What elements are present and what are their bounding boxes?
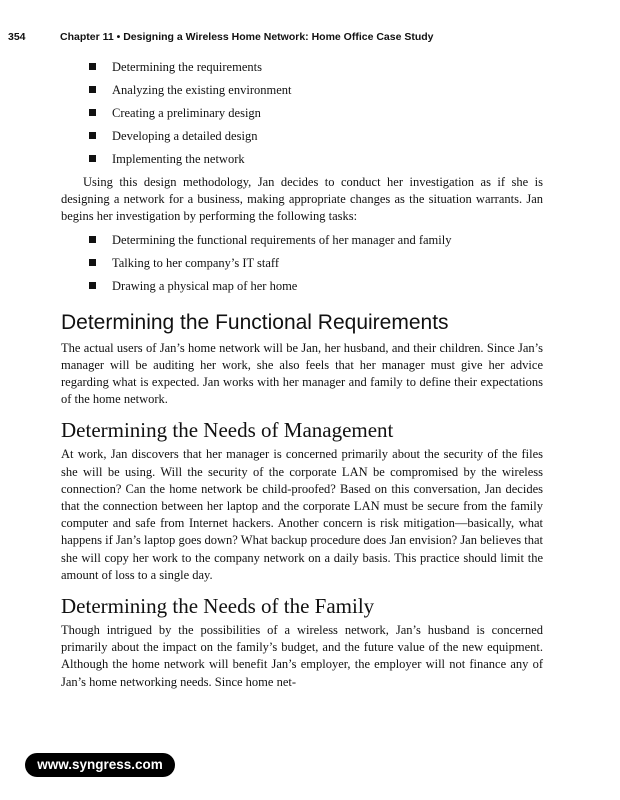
publisher-url-badge[interactable]: www.syngress.com (25, 753, 175, 777)
running-header (8, 31, 608, 43)
list-item: Implementing the network (89, 151, 543, 167)
list-item: Determining the requirements (89, 59, 543, 75)
section-heading-family-needs: Determining the Needs of the Family (61, 594, 375, 619)
tasks-list (61, 232, 543, 294)
section-heading-functional-requirements: Determining the Functional Requirements (61, 310, 449, 334)
page-body (61, 59, 543, 691)
bullet-square-icon (89, 86, 96, 93)
list-item: Creating a preliminary design (89, 105, 543, 121)
bullet-square-icon (89, 132, 96, 139)
bullet-square-icon (89, 63, 96, 70)
bullet-square-icon (89, 282, 96, 289)
list-item: Analyzing the existing environment (89, 82, 543, 98)
bullet-square-icon (89, 236, 96, 243)
list-item: Developing a detailed design (89, 128, 543, 144)
intro-paragraph: Using this design methodology, Jan decides to conduct her investigation as if she is designing a network for a business, making appropriate changes as the situation warrants. Jan begins her investigation by performing the following tasks: (61, 175, 543, 224)
bullet-square-icon (89, 155, 96, 162)
methodology-list (61, 59, 543, 167)
section-heading-management-needs: Determining the Needs of Management (61, 418, 394, 443)
bullet-square-icon (89, 109, 96, 116)
list-item: Determining the functional requirements of her manager and family (89, 232, 543, 248)
management-needs-paragraph: At work, Jan discovers that her manager is concerned primarily about the security of the files she will be using. Will the security of the corporate LAN be compromised by the wireless connection? Can the home network be child-proofed? Based on this conversation, Jan decides that the connection between her laptop and the corporate LAN must be secure from the family computer and safe from Internet hackers. Another concern is risk mitigation—basically, what happens if Jan’s laptop goes down? What backup procedure does Jan envision? Jan believes that she will copy her work to the company network on a daily basis. This practice should limit the amount of loss to a single day. (61, 447, 543, 582)
chapter-title: Chapter 11 • Designing a Wireless Home Network: Home Office Case Study (60, 31, 434, 43)
list-item: Drawing a physical map of her home (89, 278, 543, 294)
functional-requirements-paragraph: The actual users of Jan’s home network will be Jan, her husband, and their children. Since Jan’s manager will be auditing her work, she also feels that her manager must give her advice regarding what is expected. Jan works with her manager and family to define their expectations of the home network. (61, 340, 543, 407)
family-needs-paragraph: Though intrigued by the possibilities of a wireless network, Jan’s husband is concerned primarily about the impact on the family’s budget, and the future value of the new equipment. Although the home network will benefit Jan’s employer, the employer will not finance any of Jan’s home networking needs. Since home net- (61, 623, 543, 689)
list-item: Talking to her company’s IT staff (89, 255, 543, 271)
bullet-square-icon (89, 259, 96, 266)
page-number: 354 (8, 31, 26, 43)
